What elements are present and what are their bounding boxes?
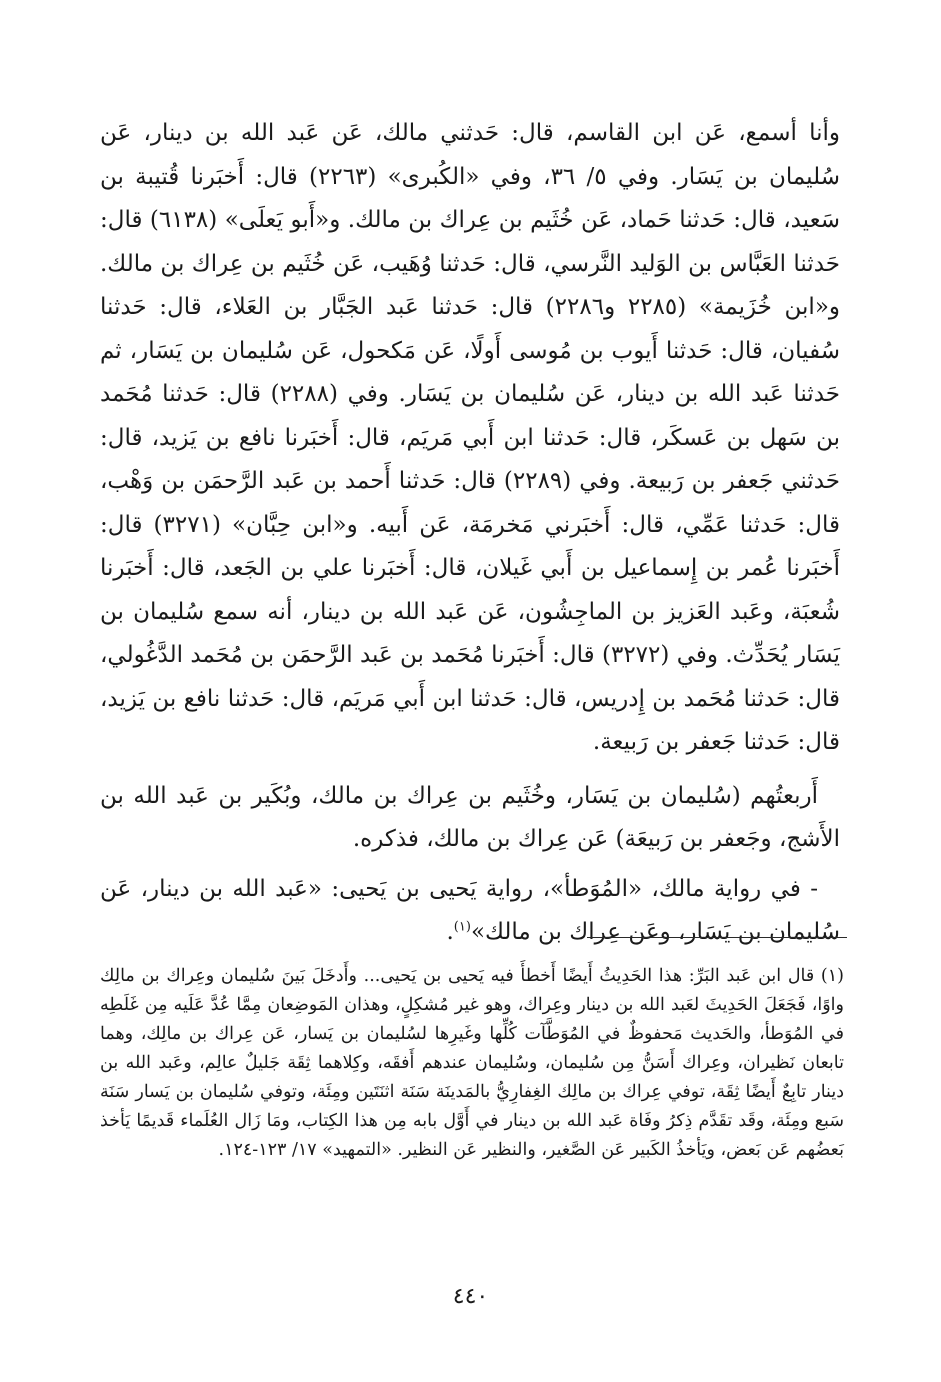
closing-period: . xyxy=(446,919,454,945)
footnote-reference: (١) xyxy=(453,919,471,935)
footnote-separator xyxy=(587,937,847,938)
muwatta-note-paragraph xyxy=(100,868,840,955)
main-text xyxy=(100,112,840,955)
narrators-summary-paragraph: أَربعتُهم (سُليمان بن يَسَار، وخُثَيم بن عِراك بن مالك، وبُكَير بن عَبد الله بن الأَشج، وجَعفر بن رَبيعَة) عَن عِراك بن مالك، فذكره. xyxy=(100,782,840,852)
hadith-sources-paragraph: وأنا أسمع، عَن ابن القاسم، قال: حَدثني مالك، عَن عَبد الله بن دينار، عَن سُليمان بن يَسَار. وفي ٥/ ٣٦، وفي «الكُبرى» (٢٢٦٣) قال: أَخبَرنا قُتيبة بن سَعيد، قال: حَدثنا حَماد، عَن خُثَيم بن عِراك بن مالك. و«أَبو يَعلَى» (٦١٣٨) قال: حَدثنا العَبَّاس بن الوَليد النَّرسي، قال: حَدثنا وُهَيب، عَن خُثَيم بن عِراك بن مالك. و«ابن خُزَيمة» (٢٢٨٥ و٢٢٨٦) قال: حَدثنا عَبد الجَبَّار بن العَلاء، قال: حَدثنا سُفيان، قال: حَدثنا أَيوب بن مُوسى أَولًا، عَن مَكحول، عَن سُليمان بن يَسَار، ثم حَدثنا عَبد الله بن دينار، عَن سُليمان بن يَسَار. وفي (٢٢٨٨) قال: حَدثنا مُحَمد بن سَهل بن عَسكَر، قال: حَدثنا ابن أَبي مَريَم، قال: أَخبَرنا نافع بن يَزيد، قال: حَدثني جَعفر بن رَبيعة. وفي (٢٢٨٩) قال: حَدثنا أَحمد بن عَبد الرَّحمَن بن وَهْب، قال: حَدثنا عَمِّي، قال: أَخبَرني مَخرمَة، عَن أَبيه. و«ابن حِبَّان» (٣٢٧١) قال: أَخبَرنا عُمر بن إِسماعيل بن أَبي غَيلان، قال: أَخبَرنا علي بن الجَعد، قال: أَخبَرنا شُعبَة، وعَبد العَزيز بن الماجِشُون، عَن عَبد الله بن دينار، أنه سمع سُليمان بن يَسَار يُحَدِّث. وفي (٣٢٧٢) قال: أَخبَرنا مُحَمد بن عَبد الرَّحمَن بن مُحَمد الدَّغُولي، قال: حَدثنا مُحَمد بن إِدريس، قال: حَدثنا ابن أَبي مَريَم، قال: حَدثنا نافع بن يَزيد، قال: حَدثنا جَعفر بن رَبيعة. xyxy=(100,120,841,755)
muwatta-note-text: - في رواية مالك، «المُوَطأ»، رواية يَحيى بن يَحيى: «عَبد الله بن دينار، عَن سُليمان بن يَسَار، وعَن عِراك بن مالك» xyxy=(100,875,840,945)
page-number: ٤٤٠ xyxy=(452,1284,489,1309)
footnote: (١) قال ابن عَبد البَرِّ: هذا الحَدِيثُ أَيضًا أَخطأَ فيه يَحيى بن يَحيى... وأَدخَلَ بَينَ سُليمان وعِراك بن مالِك واوًا، فَجَعَلَ الحَدِيثَ لعَبد الله بن دينار وعِراك، وهو غير مُشكِلٍ، وهذان المَوضِعان مِمَّا عُدَّ عَلَيه مِن غَلَطِه في المُوَطأ، والحَديث مَحفوظٌ في المُوَطَّآت كُلِّها وغَيرِها لسُليمان بن يَسار، عَن عِراك بن مالِك، وهما تابعان نَظيران، وعِراك أَسَنُّ مِن سُليمان، وسُليمان عندهم أَفقَه، وكِلاهما ثِقَة جَليلٌ عالِم، وعَبد الله بن دينار تابِعٌ أَيضًا ثِقَة، توفي عِراك بن مالِك الغِفارِيُّ بالمَدينَة سَنَة اثنَتَين ومِئَة، وتوفي سُليمان بن يَسار سَنَة سَبع ومِئَة، وقَد تقَدَّم ذِكرُ وفَاة عَبد الله بن دينار في أَوَّل بابه مِن هذا الكِتاب، ومَا زَال العُلَماء قَديمًا يَأخذ بَعضُهم عَن بَعض، ويَأخذُ الكَبير عَن الصَّغير، والنظير عَن النظير. «التمهيد» ١٧/ ١٢٣-١٢٤. xyxy=(100,966,844,1160)
